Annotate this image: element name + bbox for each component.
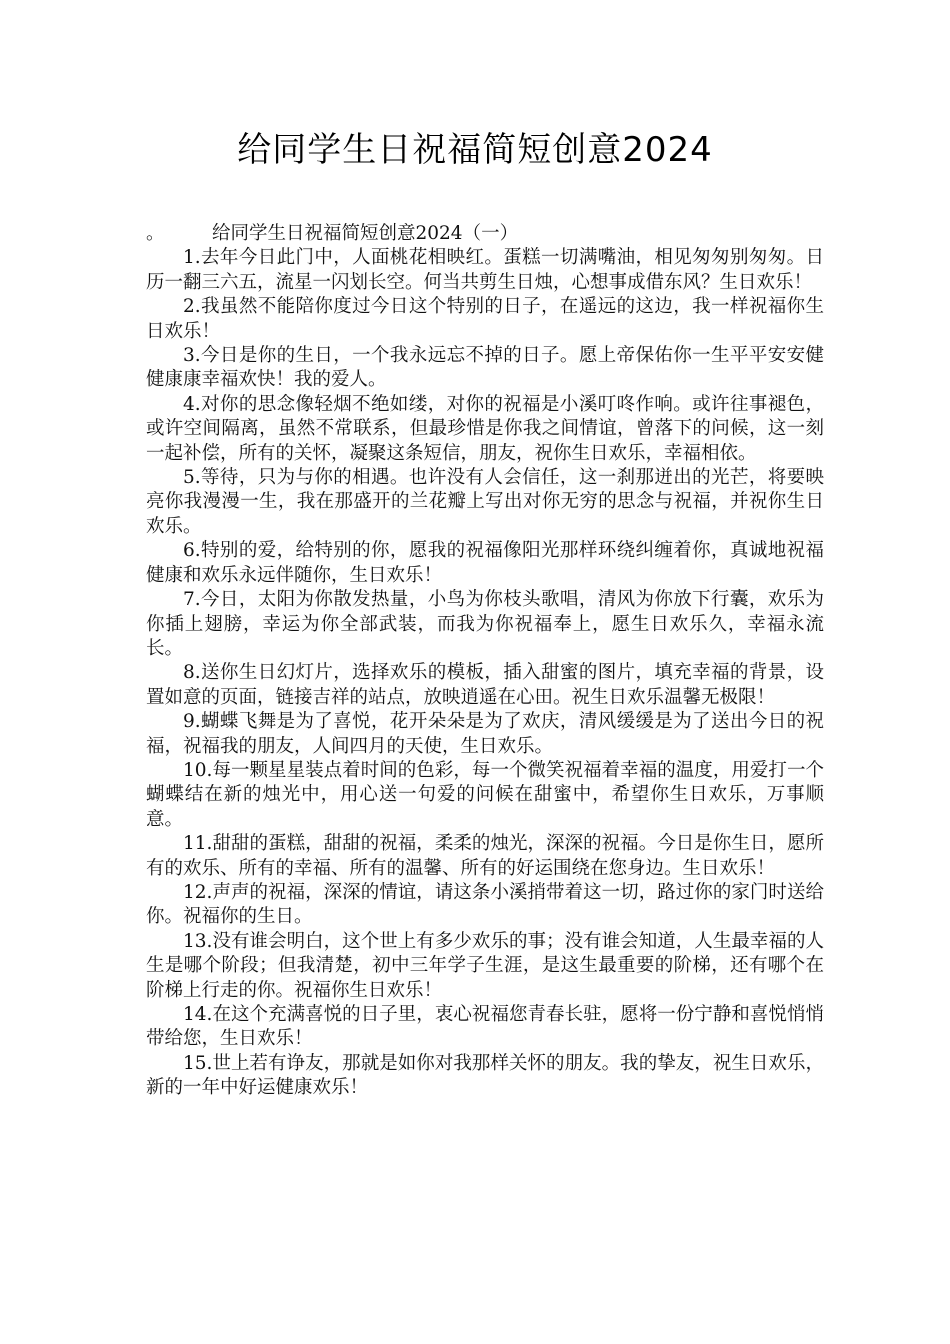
section-heading-text: 给同学生日祝福简短创意2024（一） [212, 223, 519, 244]
paragraph-9: 9.蝴蝶飞舞是为了喜悦，花开朵朵是为了欢庆，清风缓缓是为了送出今日的祝福，祝福我的朋友，人间四月的天使，生日欢乐。 [146, 711, 824, 757]
paragraph-8: 8.送你生日幻灯片，选择欢乐的模板，插入甜蜜的图片，填充幸福的背景，设置如意的页面，链接吉祥的站点，放映逍遥在心田。祝生日欢乐温馨无极限！ [146, 662, 824, 708]
section-heading [146, 222, 824, 246]
document-body [146, 222, 824, 1101]
paragraph-3: 3.今日是你的生日，一个我永远忘不掉的日子。愿上帝保佑你一生平平安安健健康康幸福欢快！我的爱人。 [146, 345, 824, 391]
paragraph-11: 11.甜甜的蛋糕，甜甜的祝福，柔柔的烛光，深深的祝福。今日是你生日，愿所有的欢乐、所有的幸福、所有的温馨、所有的好运围绕在您身边。生日欢乐！ [146, 833, 824, 879]
paragraph-12: 12.声声的祝福，深深的情谊，请这条小溪捎带着这一切，路过你的家门时送给你。祝福你的生日。 [146, 881, 824, 928]
page-title: 给同学生日祝福简短创意2024 [237, 130, 713, 170]
paragraph-5: 5.等待，只为与你的相遇。也许没有人会信任，这一刹那迸出的光芒，将要映亮你我漫漫一生，我在那盛开的兰花瓣上写出对你无穷的思念与祝福，并祝你生日欢乐。 [146, 467, 824, 537]
paragraph-7: 7.今日，太阳为你散发热量，小鸟为你枝头歌唱，清风为你放下行囊，欢乐为你插上翅膀，幸运为你全部武装，而我为你祝福奉上，愿生日欢乐久，幸福永流长。 [146, 589, 824, 659]
paragraph-1: 1.去年今日此门中，人面桃花相映红。蛋糕一切满嘴油，相见匆匆别匆匆。日历一翻三六五，流星一闪划长空。何当共剪生日烛，心想事成借东风？生日欢乐！ [146, 247, 824, 293]
paragraph-14: 14.在这个充满喜悦的日子里，衷心祝福您青春长驻，愿将一份宁静和喜悦悄悄带给您，生日欢乐！ [146, 1004, 824, 1050]
paragraph-15: 15.世上若有诤友，那就是如你对我那样关怀的朋友。我的挚友，祝生日欢乐，新的一年中好运健康欢乐！ [146, 1052, 824, 1099]
paragraph-4: 4.对你的思念像轻烟不绝如缕，对你的祝福是小溪叮咚作响。或许往事褪色，或许空间隔离，虽然不常联系，但最珍惜是你我之间情谊，曾落下的问候，这一刻一起补偿，所有的关怀，凝聚这条短信，朋友，祝你生日欢乐，幸福相依。 [146, 393, 824, 464]
paragraph-10: 10.每一颗星星装点着时间的色彩，每一个微笑祝福着幸福的温度，用爱打一个蝴蝶结在新的烛光中，用心送一句爱的问候在甜蜜中，希望你生日欢乐，万事顺意。 [146, 759, 824, 830]
paragraph-6: 6.特别的爱，给特别的你，愿我的祝福像阳光那样环绕纠缠着你，真诚地祝福健康和欢乐永远伴随你，生日欢乐！ [146, 540, 824, 586]
paragraph-13: 13.没有谁会明白，这个世上有多少欢乐的事；没有谁会知道，人生最幸福的人生是哪个阶段；但我清楚，初中三年学子生涯，是这生最重要的阶梯，还有哪个在阶梯上行走的你。祝福你生日欢乐！ [146, 930, 824, 1001]
paragraph-2: 2.我虽然不能陪你度过今日这个特别的日子，在遥远的这边，我一样祝福你生日欢乐！ [146, 296, 824, 342]
heading-mark: 。 [146, 223, 165, 244]
